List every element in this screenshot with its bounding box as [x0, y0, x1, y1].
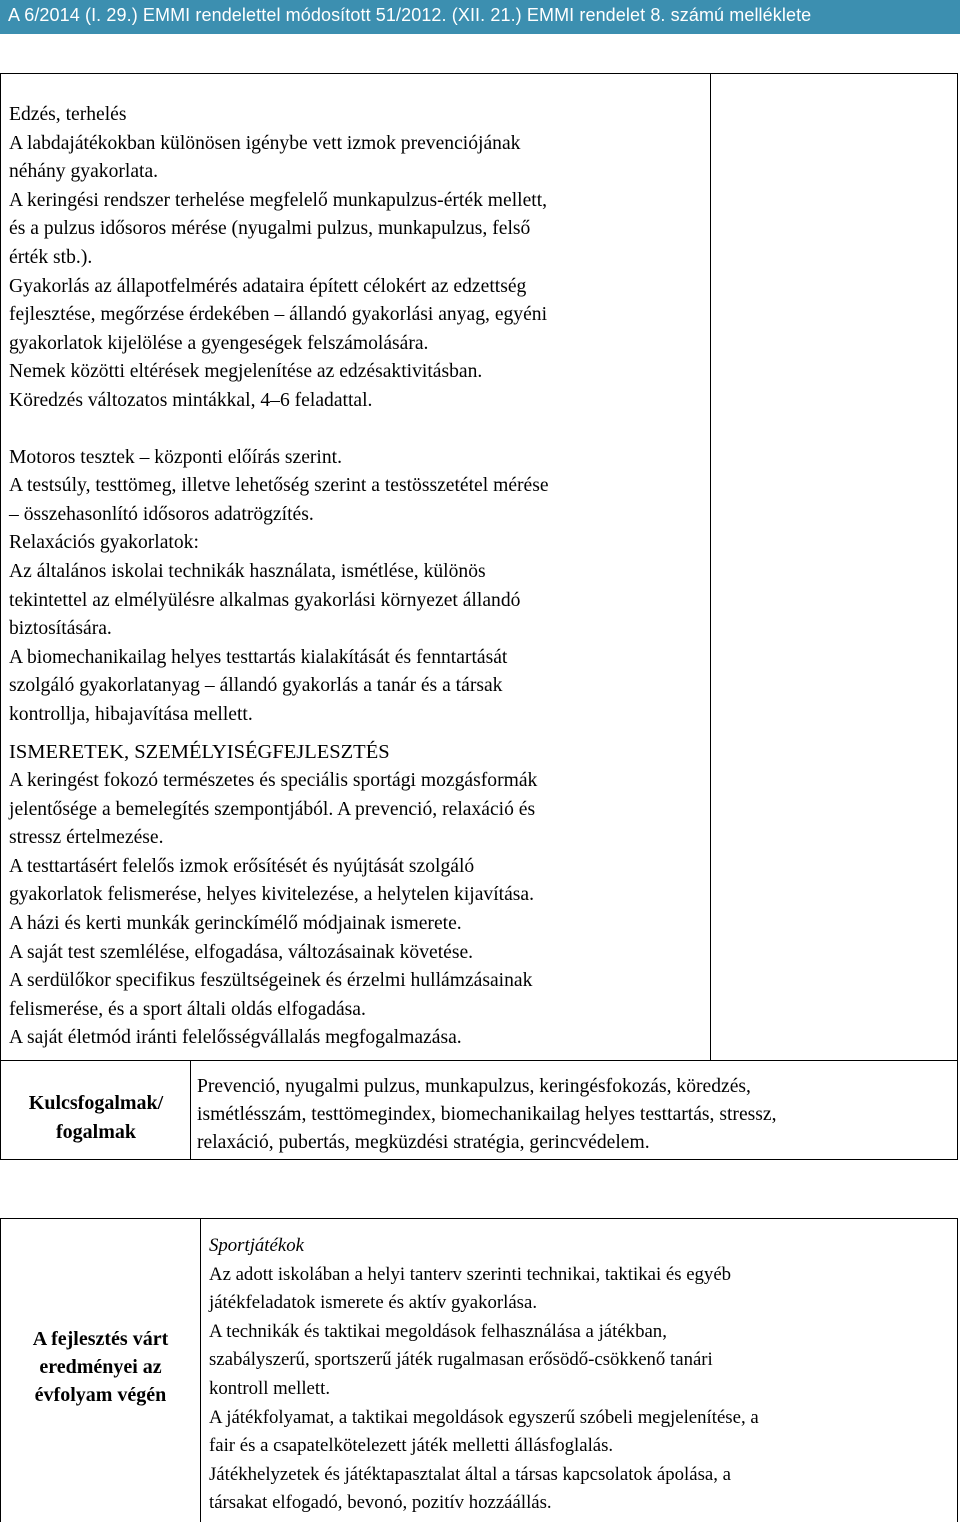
text-line: érték stb.).: [9, 246, 93, 268]
text-line: Prevenció, nyugalmi pulzus, munkapulzus, keringésfokozás, köredzés,: [197, 1076, 751, 1097]
text-line: A technikák és taktikai megoldások felhasználása a játékban,: [209, 1320, 667, 1342]
text-line: szolgáló gyakorlatanyag – állandó gyakorlás a tanár és a társak: [9, 675, 503, 697]
expected-results-content: [209, 1232, 949, 1518]
text-line: A keringést fokozó természetes és speciális sportági mozgásformák: [9, 770, 538, 792]
text-line: Köredzés változatos mintákkal, 4–6 feladattal.: [9, 389, 373, 411]
key-concepts-content: [197, 1073, 952, 1157]
text-line: és a pulzus idősoros mérése (nyugalmi pulzus, munkapulzus, felső: [9, 218, 531, 240]
table2-right-border: [957, 1218, 958, 1522]
text-line: Edzés, terhelés: [9, 104, 127, 125]
text-line: A saját életmód iránti felelősségvállalás megfogalmazása.: [9, 1027, 462, 1049]
text-line: A játékfolyamat, a taktikai megoldások egyszerű szóbeli megjelenítése, a: [209, 1406, 759, 1428]
table2-top-border: [0, 1218, 958, 1219]
text-line: Az adott iskolában a helyi tanterv szerinti technikai, taktikai és egyéb: [209, 1263, 732, 1285]
text-line: A saját test szemlélése, elfogadása, változásainak követése.: [9, 941, 474, 963]
table1-label-divider: [190, 1060, 191, 1159]
text-line: jelentősége a bemelegítés szempontjából. A prevenció, relaxáció és: [9, 798, 536, 820]
table1-inner-divider: [710, 73, 711, 1060]
main-content-cell: [9, 101, 709, 1053]
text-line: társakat elfogadó, bevonó, pozitív hozzáállás.: [209, 1492, 552, 1514]
text-line: kontroll mellett.: [209, 1377, 331, 1399]
text-line: Motoros tesztek – központi előírás szerint.: [9, 446, 343, 468]
results-section-title: Sportjátékok: [209, 1235, 304, 1256]
header-title: A 6/2014 (I. 29.) EMMI rendelettel módosított 51/2012. (XII. 21.) EMMI rendelet 8. számú melléklete: [8, 5, 812, 25]
text-line: biztosítására.: [9, 618, 112, 640]
text-line: Játékhelyzetek és játéktapasztalat által a társas kapcsolatok ápolása, a: [209, 1463, 731, 1485]
table1-row-divider: [0, 1060, 958, 1061]
key-concepts-label-line: fogalmak: [56, 1121, 136, 1143]
text-line: szabályszerű, sportszerű játék rugalmasan erősödő-csökkenő tanári: [209, 1349, 713, 1371]
text-line: A testtartásért felelős izmok erősítését és nyújtását szolgáló: [9, 855, 475, 877]
text-line: felismerése, és a sport általi oldás elfogadása.: [9, 998, 366, 1020]
expected-results-label-line: évfolyam végén: [34, 1384, 167, 1406]
text-line: Az általános iskolai technikák használata, ismétlése, különös: [9, 560, 486, 582]
text-line: fejlesztése, megőrzése érdekében – állandó gyakorlási anyag, egyéni: [9, 304, 548, 326]
text-line: A házi és kerti munkák gerinckímélő módjainak ismerete.: [9, 913, 462, 935]
table1-left-border: [0, 73, 1, 1159]
document-header: [0, 0, 960, 34]
text-line: stressz értelmezése.: [9, 827, 164, 849]
table2-left-border: [0, 1218, 1, 1522]
key-concepts-label: [2, 1089, 190, 1147]
expected-results-label-line: eredményei az: [39, 1356, 162, 1378]
table1-right-border: [957, 73, 958, 1159]
text-line: gyakorlatok felismerése, helyes kivitelezése, a helytelen kijavítása.: [9, 884, 535, 906]
key-concepts-label-line: Kulcsfogalmak/: [28, 1092, 164, 1114]
text-line: A testsúly, testtömeg, illetve lehetőség szerint a testösszetétel mérése: [9, 475, 549, 497]
table2-label-divider: [200, 1218, 201, 1522]
table1-top-border: [0, 73, 958, 74]
text-line: A keringési rendszer terhelése megfelelő munkapulzus-érték mellett,: [9, 189, 548, 211]
text-line: kontrollja, hibajavítása mellett.: [9, 703, 253, 725]
text-line: ismétlésszám, testtömegindex, biomechanikailag helyes testtartás, stressz,: [197, 1104, 777, 1125]
expected-results-label: [2, 1325, 199, 1409]
text-line: Gyakorlás az állapotfelmérés adataira épített célokért az edzettség: [9, 275, 527, 297]
text-line: A biomechanikailag helyes testtartás kialakítását és fenntartását: [9, 646, 508, 668]
text-line: tekintettel az elmélyülésre alkalmas gyakorlási környezet állandó: [9, 589, 521, 611]
text-line: Relaxációs gyakorlatok:: [9, 532, 199, 554]
text-line: A labdajátékokban különösen igénybe vett izmok prevenciójának: [9, 132, 521, 154]
text-line: fair és a csapatelkötelezett játék melletti állásfoglalás.: [209, 1435, 614, 1457]
table1-bottom-border: [0, 1159, 958, 1160]
text-line: gyakorlatok kijelölése a gyengeségek felszámolására.: [9, 332, 429, 354]
text-line: relaxáció, pubertás, megküzdési stratégia, gerincvédelem.: [197, 1132, 650, 1153]
text-line: – összehasonlító idősoros adatrögzítés.: [9, 503, 314, 525]
paragraph-gap: [9, 416, 709, 444]
section-title: ISMERETEK, SZEMÉLYISÉGFEJLESZTÉS: [9, 741, 390, 764]
expected-results-label-line: A fejlesztés várt: [32, 1328, 169, 1350]
text-line: néhány gyakorlata.: [9, 161, 159, 183]
text-line: A serdülőkor specifikus feszültségeinek és érzelmi hullámzásainak: [9, 970, 533, 992]
text-line: játékfeladatok ismerete és aktív gyakorlása.: [209, 1292, 538, 1314]
text-line: Nemek közötti eltérések megjelenítése az edzésaktivitásban.: [9, 361, 483, 383]
